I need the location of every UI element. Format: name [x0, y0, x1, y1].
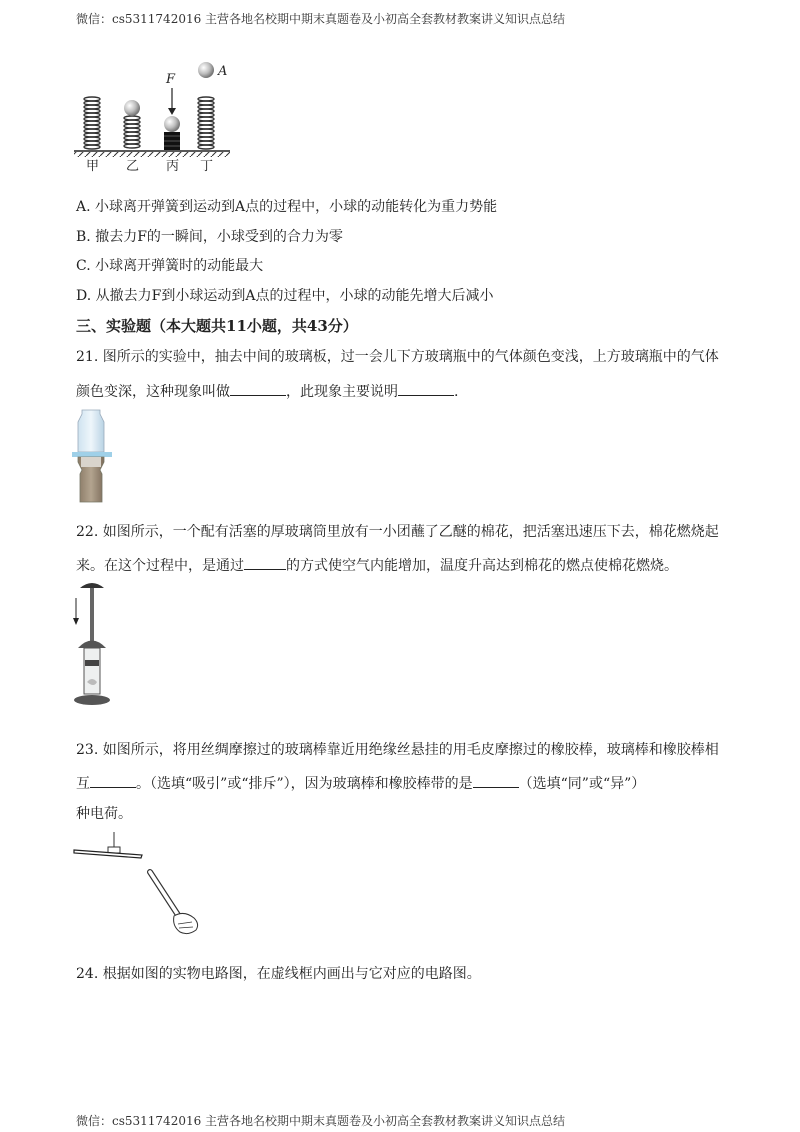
piston-head	[85, 660, 99, 666]
q22-blank-1[interactable]	[244, 555, 286, 570]
q21-blank-1[interactable]	[230, 381, 286, 396]
cylinder-base	[74, 695, 110, 705]
q23-blank-2[interactable]	[473, 773, 519, 788]
spring-bing	[164, 132, 180, 150]
option-a: A. 小球离开弹簧到运动到A点的过程中，小球的动能转化为重力势能	[76, 199, 498, 215]
option-d: D. 从撤去力F到小球运动到A点的过程中，小球的动能先增大后减小	[76, 288, 494, 304]
ball-a	[198, 62, 214, 78]
glass-rod-inner	[150, 872, 180, 918]
label-ding: 丁	[200, 159, 214, 173]
q22-line1: 22. 如图所示，一个配有活塞的厚玻璃筒里放有一小团蘸了乙醚的棉花，把活塞迅速压下去，棉花燃烧起	[76, 524, 719, 540]
glass-cylinder	[84, 648, 100, 694]
q23-text-c: （选填“同”或“异”）	[518, 776, 646, 792]
glass-plate	[72, 452, 112, 457]
piston-cap	[80, 583, 104, 588]
option-c: C. 小球离开弹簧时的动能最大	[76, 258, 264, 274]
q23-text-b: 。（选填“吸引”或“排斥”），因为玻璃棒和橡胶棒带的是	[136, 776, 473, 792]
force-label: F	[166, 72, 176, 87]
q22-line2	[76, 555, 678, 576]
ground-hatch	[74, 152, 230, 157]
label-yi: 乙	[126, 159, 140, 173]
fire-piston-figure	[72, 578, 112, 708]
q23-line1: 23. 如图所示，将用丝绸摩擦过的玻璃棒靠近用绝缘丝悬挂的用毛皮摩擦过的橡胶棒，玻璃棒和橡胶棒相	[76, 742, 719, 758]
bottom-bottle-neck	[81, 457, 101, 467]
cylinder-top	[78, 641, 106, 649]
q21-text-c: .	[454, 384, 459, 400]
label-jia: 甲	[86, 159, 100, 173]
hand	[174, 913, 198, 933]
springs-figure	[72, 58, 242, 173]
q22-text-b: 的方式使空气内能增加，温度升高达到棉花的燃点使棉花燃烧。	[286, 558, 678, 574]
page-header: 微信：cs5311742016 主营各地名校期中期末真题卷及小初高全套教材教案讲义知识点总结	[76, 12, 566, 26]
force-arrow-head	[168, 108, 176, 115]
section-title: 三、实验题（本大题共11小题，共43分）	[76, 317, 358, 335]
top-bottle	[78, 410, 104, 452]
option-b: B. 撤去力F的一瞬间，小球受到的合力为零	[76, 229, 343, 245]
page-footer: 微信：cs5311742016 主营各地名校期中期末真题卷及小初高全套教材教案讲义知识点总结	[76, 1114, 566, 1128]
q23-blank-1[interactable]	[90, 773, 136, 788]
q23-line3: 种电荷。	[76, 806, 132, 822]
q23-text-a: 互	[76, 776, 90, 792]
diffusion-bottles-figure	[72, 408, 116, 504]
ball-bing	[164, 116, 180, 132]
label-bing: 丙	[166, 159, 180, 173]
spring-ding	[198, 97, 214, 149]
spring-yi	[124, 116, 140, 148]
rods-figure	[72, 830, 212, 942]
piston-rod	[90, 588, 94, 642]
q21-text-b: ，此现象主要说明	[286, 384, 398, 400]
q23-line2	[76, 773, 645, 794]
spring-jia	[84, 97, 100, 149]
ball-yi	[124, 100, 140, 116]
q24-line1: 24. 根据如图的实物电路图，在虚线框内画出与它对应的电路图。	[76, 966, 481, 982]
q21-line2	[76, 381, 458, 402]
q22-text-a: 来。在这个过程中，是通过	[76, 558, 244, 574]
q21-line1: 21. 图所示的实验中，抽去中间的玻璃板，过一会儿下方玻璃瓶中的气体颜色变浅，上方玻璃瓶中的气体	[76, 349, 719, 365]
q21-blank-2[interactable]	[398, 381, 454, 396]
q21-text-a: 颜色变深，这种现象叫做	[76, 384, 230, 400]
point-a-label: A	[218, 64, 228, 79]
press-arrow-head	[73, 618, 79, 625]
